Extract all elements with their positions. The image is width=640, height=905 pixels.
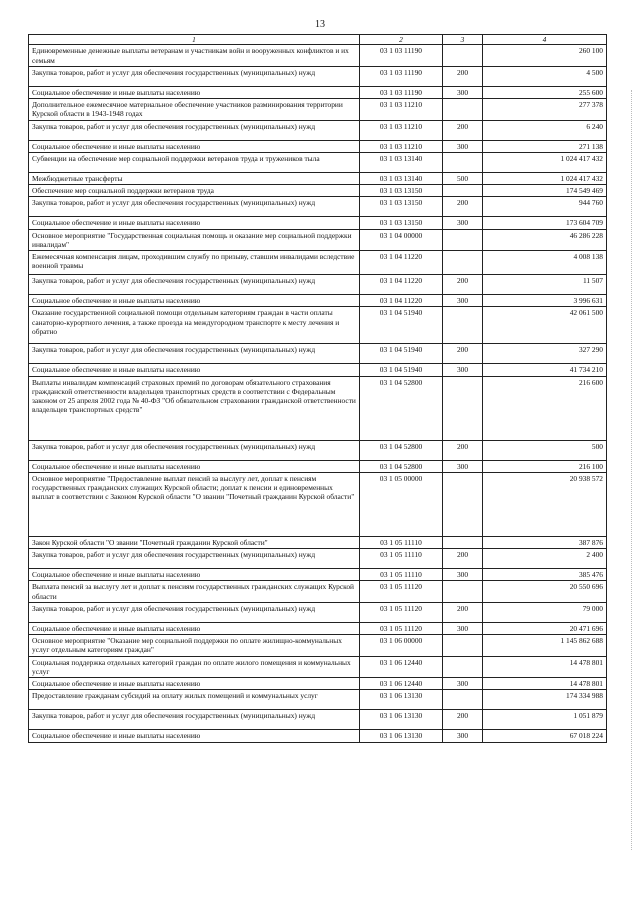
table-row xyxy=(29,730,607,742)
row-sum-cell: 944 760 xyxy=(483,197,607,217)
row-type-cell: 200 xyxy=(443,275,483,295)
row-code-cell: 03 1 03 11190 xyxy=(360,86,443,98)
row-name-cell: Закупка товаров, работ и услуг для обеспечения государственных (муниципальных) нужд xyxy=(29,66,360,86)
table-row xyxy=(29,295,607,307)
row-sum-cell: 20 550 696 xyxy=(483,581,607,603)
row-code-cell: 03 1 04 51940 xyxy=(360,364,443,376)
row-type-cell: 300 xyxy=(443,217,483,229)
table-row xyxy=(29,678,607,690)
row-code-cell: 03 1 04 51940 xyxy=(360,344,443,364)
row-code-cell: 03 1 05 11110 xyxy=(360,536,443,548)
row-code-cell: 03 1 04 52800 xyxy=(360,460,443,472)
row-type-cell xyxy=(443,307,483,344)
table-row xyxy=(29,710,607,730)
row-code-cell: 03 1 03 11210 xyxy=(360,120,443,140)
row-sum-cell: 4 008 138 xyxy=(483,251,607,275)
row-code-cell: 03 1 03 13140 xyxy=(360,152,443,172)
row-type-cell: 300 xyxy=(443,460,483,472)
row-name-cell: Основное мероприятие "Оказание мер социальной поддержки по оплате жилищно-коммунальных услуг отдельным категориям граждан" xyxy=(29,635,360,657)
row-sum-cell: 41 734 210 xyxy=(483,364,607,376)
row-type-cell xyxy=(443,536,483,548)
row-name-cell: Закупка товаров, работ и услуг для обеспечения государственных (муниципальных) нужд xyxy=(29,197,360,217)
table-row xyxy=(29,99,607,121)
row-name-cell: Основное мероприятие "Предоставление выплат пенсий за выслугу лет, доплат к пенсиям государственных гражданских служащих Курской области; доплат к пенсии и единовременных выплат в соответствии с Законом Курской области "О звании "Почетный гражданин Курской области" xyxy=(29,472,360,536)
row-code-cell: 03 1 03 11190 xyxy=(360,45,443,67)
row-sum-cell: 387 876 xyxy=(483,536,607,548)
row-name-cell: Закупка товаров, работ и услуг для обеспечения государственных (муниципальных) нужд xyxy=(29,120,360,140)
row-code-cell: 03 1 03 11190 xyxy=(360,66,443,86)
table-row xyxy=(29,440,607,460)
row-name-cell: Обеспечение мер социальной поддержки ветеранов труда xyxy=(29,185,360,197)
table-header-row xyxy=(29,35,607,45)
row-type-cell: 200 xyxy=(443,197,483,217)
header-type-column: 3 xyxy=(443,35,483,45)
row-name-cell: Закон Курской области "О звании "Почетный гражданин Курской области" xyxy=(29,536,360,548)
row-sum-cell: 500 xyxy=(483,440,607,460)
row-name-cell: Социальное обеспечение и иные выплаты населению xyxy=(29,460,360,472)
row-sum-cell: 79 000 xyxy=(483,602,607,622)
row-code-cell: 03 1 04 11220 xyxy=(360,251,443,275)
row-sum-cell: 14 478 801 xyxy=(483,678,607,690)
table-row xyxy=(29,185,607,197)
row-code-cell: 03 1 06 13130 xyxy=(360,710,443,730)
row-code-cell: 03 1 05 11110 xyxy=(360,549,443,569)
table-row xyxy=(29,120,607,140)
row-name-cell: Социальное обеспечение и иные выплаты населению xyxy=(29,622,360,634)
row-type-cell: 200 xyxy=(443,549,483,569)
table-row xyxy=(29,569,607,581)
row-code-cell: 03 1 04 52800 xyxy=(360,376,443,440)
row-type-cell xyxy=(443,229,483,251)
row-type-cell xyxy=(443,690,483,710)
table-row xyxy=(29,152,607,172)
row-name-cell: Закупка товаров, работ и услуг для обеспечения государственных (муниципальных) нужд xyxy=(29,549,360,569)
row-sum-cell: 3 996 631 xyxy=(483,295,607,307)
row-code-cell: 03 1 05 00000 xyxy=(360,472,443,536)
table-row xyxy=(29,344,607,364)
row-sum-cell: 4 500 xyxy=(483,66,607,86)
row-code-cell: 03 1 04 52800 xyxy=(360,440,443,460)
table-row xyxy=(29,376,607,440)
row-name-cell: Социальное обеспечение и иные выплаты населению xyxy=(29,678,360,690)
row-name-cell: Социальное обеспечение и иные выплаты населению xyxy=(29,364,360,376)
row-type-cell: 200 xyxy=(443,66,483,86)
table-row xyxy=(29,549,607,569)
row-sum-cell: 6 240 xyxy=(483,120,607,140)
row-name-cell: Предоставление гражданам субсидий на оплату жилых помещений и коммунальных услуг xyxy=(29,690,360,710)
row-code-cell: 03 1 06 12440 xyxy=(360,678,443,690)
row-code-cell: 03 1 06 13130 xyxy=(360,690,443,710)
row-type-cell xyxy=(443,99,483,121)
budget-table xyxy=(28,34,607,743)
row-type-cell: 300 xyxy=(443,140,483,152)
row-sum-cell: 1 024 417 432 xyxy=(483,172,607,184)
row-sum-cell: 174 549 469 xyxy=(483,185,607,197)
row-type-cell: 200 xyxy=(443,710,483,730)
row-type-cell xyxy=(443,635,483,657)
row-sum-cell: 11 507 xyxy=(483,275,607,295)
row-sum-cell: 46 286 228 xyxy=(483,229,607,251)
row-type-cell xyxy=(443,185,483,197)
table-row xyxy=(29,172,607,184)
row-code-cell: 03 1 05 11120 xyxy=(360,581,443,603)
row-sum-cell: 2 400 xyxy=(483,549,607,569)
row-type-cell: 500 xyxy=(443,172,483,184)
row-name-cell: Закупка товаров, работ и услуг для обеспечения государственных (муниципальных) нужд xyxy=(29,440,360,460)
margin-marks xyxy=(629,90,632,850)
row-name-cell: Социальная поддержка отдельных категорий граждан по оплате жилого помещения и коммунальных услуг xyxy=(29,656,360,678)
row-type-cell xyxy=(443,152,483,172)
row-sum-cell: 271 138 xyxy=(483,140,607,152)
row-type-cell: 200 xyxy=(443,344,483,364)
row-name-cell: Социальное обеспечение и иные выплаты населению xyxy=(29,569,360,581)
row-sum-cell: 173 604 709 xyxy=(483,217,607,229)
row-type-cell xyxy=(443,581,483,603)
row-code-cell: 03 1 03 13140 xyxy=(360,172,443,184)
table-row xyxy=(29,251,607,275)
table-row xyxy=(29,307,607,344)
row-code-cell: 03 1 03 13150 xyxy=(360,197,443,217)
row-type-cell: 200 xyxy=(443,440,483,460)
header-code-column: 2 xyxy=(360,35,443,45)
row-code-cell: 03 1 06 12440 xyxy=(360,656,443,678)
row-name-cell: Межбюджетные трансферты xyxy=(29,172,360,184)
table-row xyxy=(29,275,607,295)
table-row xyxy=(29,536,607,548)
row-sum-cell: 216 600 xyxy=(483,376,607,440)
row-type-cell: 300 xyxy=(443,730,483,742)
row-code-cell: 03 1 04 11220 xyxy=(360,275,443,295)
row-sum-cell: 20 471 696 xyxy=(483,622,607,634)
row-sum-cell: 1 145 862 688 xyxy=(483,635,607,657)
table-row xyxy=(29,460,607,472)
row-type-cell xyxy=(443,45,483,67)
row-name-cell: Закупка товаров, работ и услуг для обеспечения государственных (муниципальных) нужд xyxy=(29,344,360,364)
row-type-cell: 200 xyxy=(443,120,483,140)
row-name-cell: Социальное обеспечение и иные выплаты населению xyxy=(29,217,360,229)
row-name-cell: Закупка товаров, работ и услуг для обеспечения государственных (муниципальных) нужд xyxy=(29,710,360,730)
row-code-cell: 03 1 03 11210 xyxy=(360,140,443,152)
row-sum-cell: 327 290 xyxy=(483,344,607,364)
table-row xyxy=(29,140,607,152)
row-sum-cell: 42 061 500 xyxy=(483,307,607,344)
row-sum-cell: 20 938 572 xyxy=(483,472,607,536)
table-row xyxy=(29,217,607,229)
row-type-cell: 300 xyxy=(443,86,483,98)
table-row xyxy=(29,602,607,622)
row-sum-cell: 1 024 417 432 xyxy=(483,152,607,172)
row-name-cell: Социальное обеспечение и иные выплаты населению xyxy=(29,295,360,307)
table-row xyxy=(29,656,607,678)
row-code-cell: 03 1 03 13150 xyxy=(360,185,443,197)
row-code-cell: 03 1 06 00000 xyxy=(360,635,443,657)
table-row xyxy=(29,197,607,217)
row-code-cell: 03 1 06 13130 xyxy=(360,730,443,742)
row-sum-cell: 67 018 224 xyxy=(483,730,607,742)
row-sum-cell: 174 334 988 xyxy=(483,690,607,710)
row-type-cell: 200 xyxy=(443,602,483,622)
row-code-cell: 03 1 04 00000 xyxy=(360,229,443,251)
row-type-cell: 300 xyxy=(443,295,483,307)
row-code-cell: 03 1 04 11220 xyxy=(360,295,443,307)
row-code-cell: 03 1 05 11120 xyxy=(360,602,443,622)
row-sum-cell: 255 600 xyxy=(483,86,607,98)
table-row xyxy=(29,472,607,536)
row-name-cell: Оказание государственной социальной помощи отдельным категориям граждан в части оплаты санаторно-курортного лечения, а также проезда на междугородном транспорте к месту лечения и обратно xyxy=(29,307,360,344)
row-type-cell xyxy=(443,472,483,536)
row-type-cell xyxy=(443,251,483,275)
row-name-cell: Единовременные денежные выплаты ветеранам и участникам войн и вооруженных конфликтов и их семьям xyxy=(29,45,360,67)
row-name-cell: Субвенции на обеспечение мер социальной поддержки ветеранов труда и тружеников тыла xyxy=(29,152,360,172)
row-name-cell: Ежемесячная компенсация лицам, проходившим службу по призыву, ставшим инвалидами вследствие военной травмы xyxy=(29,251,360,275)
table-body xyxy=(29,45,607,742)
row-name-cell: Основное мероприятие "Государственная социальная помощь и оказание мер социальной поддержки инвалидам" xyxy=(29,229,360,251)
row-code-cell: 03 1 03 11210 xyxy=(360,99,443,121)
row-code-cell: 03 1 04 51940 xyxy=(360,307,443,344)
page-number: 13 xyxy=(315,19,325,30)
row-type-cell xyxy=(443,376,483,440)
header-name-column: 1 xyxy=(29,35,360,45)
table-row xyxy=(29,66,607,86)
row-name-cell: Социальное обеспечение и иные выплаты населению xyxy=(29,140,360,152)
table-row xyxy=(29,581,607,603)
row-type-cell: 300 xyxy=(443,678,483,690)
row-name-cell: Выплата пенсий за выслугу лет и доплат к пенсиям государственных гражданских служащих Курской области xyxy=(29,581,360,603)
row-code-cell: 03 1 03 13150 xyxy=(360,217,443,229)
row-sum-cell: 14 478 801 xyxy=(483,656,607,678)
row-code-cell: 03 1 05 11120 xyxy=(360,622,443,634)
header-sum-column: 4 xyxy=(483,35,607,45)
table-row xyxy=(29,690,607,710)
row-name-cell: Дополнительное ежемесячное материальное обеспечение участников разминирования территории Курской области в 1943-1948 годах xyxy=(29,99,360,121)
row-code-cell: 03 1 05 11110 xyxy=(360,569,443,581)
table-row xyxy=(29,364,607,376)
table-row xyxy=(29,45,607,67)
row-sum-cell: 216 100 xyxy=(483,460,607,472)
row-type-cell: 300 xyxy=(443,364,483,376)
row-sum-cell: 385 476 xyxy=(483,569,607,581)
row-sum-cell: 1 051 879 xyxy=(483,710,607,730)
row-sum-cell: 277 378 xyxy=(483,99,607,121)
row-name-cell: Социальное обеспечение и иные выплаты населению xyxy=(29,86,360,98)
table-row xyxy=(29,86,607,98)
row-type-cell: 300 xyxy=(443,569,483,581)
row-name-cell: Выплаты инвалидам компенсаций страховых премий по договорам обязательного страхования гражданской ответственности владельцев транспортных средств в соответствии с Федеральным законом от 25 апреля 2002 года № 40-ФЗ "Об обязательном страховании гражданской ответственности владельцев транспортных средств" xyxy=(29,376,360,440)
row-name-cell: Закупка товаров, работ и услуг для обеспечения государственных (муниципальных) нужд xyxy=(29,602,360,622)
row-sum-cell: 260 100 xyxy=(483,45,607,67)
row-name-cell: Закупка товаров, работ и услуг для обеспечения государственных (муниципальных) нужд xyxy=(29,275,360,295)
row-name-cell: Социальное обеспечение и иные выплаты населению xyxy=(29,730,360,742)
table-row xyxy=(29,622,607,634)
row-type-cell: 300 xyxy=(443,622,483,634)
table-row xyxy=(29,229,607,251)
row-type-cell xyxy=(443,656,483,678)
table-row xyxy=(29,635,607,657)
